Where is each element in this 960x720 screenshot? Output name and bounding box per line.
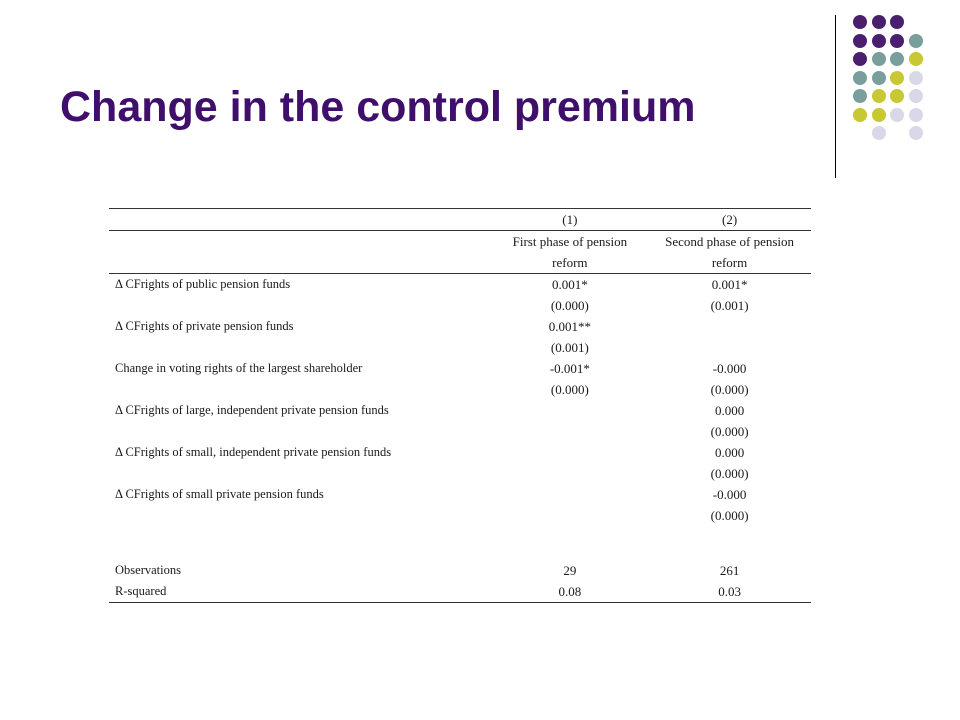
decorative-dot — [872, 89, 886, 103]
cell-col1: 0.08 — [492, 581, 649, 603]
table-row — [109, 295, 811, 316]
cell-col2 — [648, 337, 811, 358]
decorative-dot — [909, 52, 923, 66]
row-label: Δ CFrights of large, independent private pension funds — [115, 403, 389, 417]
regression-table — [109, 208, 811, 603]
row-label: Δ CFrights of small private pension funds — [115, 487, 324, 501]
decorative-dot — [872, 126, 886, 140]
column-number-2: (2) — [648, 209, 811, 231]
cell-col2: 0.03 — [648, 581, 811, 603]
decorative-dot — [853, 34, 867, 48]
table-row — [109, 484, 811, 505]
table-row — [109, 400, 811, 421]
cell-col2: 0.001* — [648, 274, 811, 296]
row-label — [109, 295, 492, 316]
table-row — [109, 463, 811, 484]
decorative-dot — [909, 89, 923, 103]
cell-col1 — [492, 505, 649, 526]
cell-col1: (0.000) — [550, 382, 589, 397]
decorative-dot — [890, 52, 904, 66]
table-row — [109, 379, 811, 400]
cell-col2: (0.000) — [710, 466, 749, 481]
page-title: Change in the control premium — [60, 83, 696, 131]
cell-col1: 0.001** — [548, 319, 591, 334]
row-label — [109, 463, 492, 484]
cell-col1 — [492, 421, 649, 442]
table-header-titles — [109, 231, 811, 253]
cell-col2: (0.000) — [710, 508, 749, 523]
decorative-dot — [853, 108, 867, 122]
column-title-1: First phase of pension — [492, 231, 649, 253]
table-header-numbers — [109, 209, 811, 231]
cell-col2: (0.001) — [710, 298, 749, 313]
row-label: R-squared — [109, 581, 492, 603]
cell-col1 — [492, 400, 649, 421]
cell-col1: (0.001) — [550, 340, 589, 355]
decorative-dot — [872, 52, 886, 66]
row-label — [109, 421, 492, 442]
decorative-dot — [872, 15, 886, 29]
decorative-dot — [853, 89, 867, 103]
row-label — [109, 505, 492, 526]
decorative-dot — [909, 34, 923, 48]
table-header-titles-cont — [109, 252, 811, 274]
cell-col1 — [492, 442, 649, 463]
row-label: Δ CFrights of private pension funds — [115, 319, 294, 333]
title-divider-line — [835, 15, 836, 178]
cell-col2 — [648, 316, 811, 337]
row-label — [109, 337, 492, 358]
cell-col1: 0.001* — [492, 274, 649, 296]
decorative-dot — [890, 34, 904, 48]
row-label: Δ CFrights of public pension funds — [109, 274, 492, 296]
row-label: Δ CFrights of small, independent private pension funds — [115, 445, 392, 459]
cell-col2: 261 — [719, 563, 740, 578]
cell-col2: -0.000 — [712, 487, 747, 502]
cell-col1: (0.000) — [550, 298, 589, 313]
cell-col1: 29 — [563, 563, 577, 578]
decorative-dot — [909, 126, 923, 140]
cell-col1 — [492, 484, 649, 505]
table-row — [109, 274, 811, 296]
decorative-dot — [890, 15, 904, 29]
column-number-1: (1) — [492, 209, 649, 231]
column-title-2: Second phase of pension — [648, 231, 811, 253]
table-row-r-squared — [109, 581, 811, 603]
table-spacer — [109, 526, 811, 560]
decorative-dot — [909, 108, 923, 122]
decorative-dot — [890, 89, 904, 103]
decorative-dot — [872, 71, 886, 85]
decorative-dot — [890, 71, 904, 85]
row-label: Observations — [115, 563, 181, 577]
decorative-dot — [853, 52, 867, 66]
cell-col2: (0.000) — [710, 424, 749, 439]
cell-col2: 0.000 — [714, 445, 745, 460]
table-row — [109, 421, 811, 442]
column-title-1-cont: reform — [552, 255, 588, 270]
cell-col1: -0.001* — [549, 361, 590, 376]
row-label: Change in voting rights of the largest shareholder — [115, 361, 363, 375]
table-row — [109, 358, 811, 379]
decorative-dot — [909, 71, 923, 85]
table-row — [109, 316, 811, 337]
row-label — [109, 379, 492, 400]
table-row — [109, 505, 811, 526]
table-row-observations — [109, 560, 811, 581]
cell-col2: (0.000) — [710, 382, 749, 397]
column-title-2-cont: reform — [711, 255, 748, 270]
cell-col2: -0.000 — [712, 361, 747, 376]
decorative-dot — [853, 71, 867, 85]
cell-col2: 0.000 — [714, 403, 745, 418]
table-row — [109, 442, 811, 463]
cell-col1 — [492, 463, 649, 484]
table-body — [109, 274, 811, 527]
decorative-dot — [872, 34, 886, 48]
table-row — [109, 337, 811, 358]
decorative-dot — [872, 108, 886, 122]
decorative-dot — [890, 108, 904, 122]
decorative-dot — [853, 15, 867, 29]
